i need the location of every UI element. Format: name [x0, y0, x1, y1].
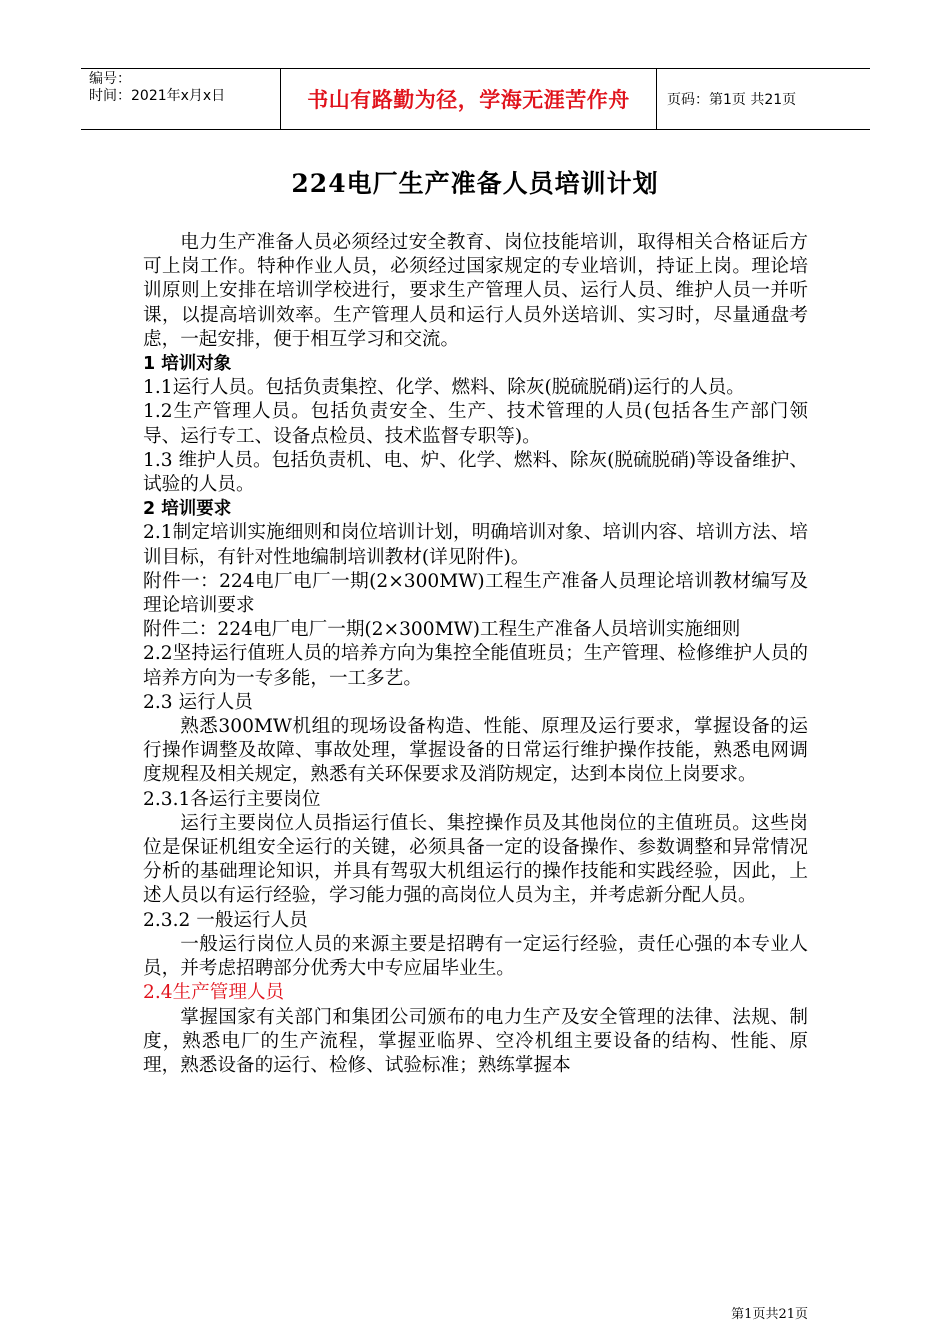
- heading-2-3: 2.3 运行人员: [143, 691, 253, 713]
- document-title: 224电厂生产准备人员培训计划: [291, 169, 659, 198]
- paragraph-2-4: 掌握国家有关部门和集团公司颁布的电力生产及安全管理的法律、法规、制度，熟悉电厂的生产流程，掌握亚临界、空冷机组主要设备的结构、性能、原理，熟悉设备的运行、检修、试验标准；熟练掌握本: [143, 1006, 808, 1076]
- header-meta: [81, 69, 281, 129]
- paragraph-1-3: 1.3 维护人员。包括负责机、电、炉、化学、燃料、除灰(脱硫脱硝)等设备维护、试验的人员。: [143, 449, 808, 496]
- document-number-label: 编号：: [89, 71, 131, 87]
- paragraph-2-3-1: 运行主要岗位人员指运行值长、集控操作员及其他岗位的主值班员。这些岗位是保证机组安全运行的关键，必须具备一定的设备操作、参数调整和异常情况分析的基础理论知识，并具有驾驭大机组运行的操作技能和实践经验，因此，上述人员以有运行经验，学习能力强的高岗位人员为主，并考虑新分配人员。: [143, 812, 808, 907]
- heading-2-3-2: 2.3.2 一般运行人员: [143, 909, 308, 931]
- intro-paragraph: 电力生产准备人员必须经过安全教育、岗位技能培训，取得相关合格证后方可上岗工作。特种作业人员，必须经过国家规定的专业培训，持证上岗。理论培训原则上安排在培训学校进行，要求生产管理人员、运行人员、维护人员一并听课，以提高培训效率。生产管理人员和运行人员外送培训、实习时，尽量通盘考虑，一起安排，便于相互学习和交流。: [143, 232, 808, 350]
- paragraph-1-1: 1.1运行人员。包括负责集控、化学、燃料、除灰(脱硫脱硝)运行的人员。: [143, 377, 745, 399]
- header-page-label: 页码：第1页 共21页: [667, 92, 797, 108]
- paragraph-1-2: 1.2生产管理人员。包括负责安全、生产、技术管理的人员(包括各生产部门领导、运行专工、设备点检员、技术监督专职等)。: [143, 401, 808, 447]
- attachment-2: 附件二：224电厂电厂一期(2×300MW)工程生产准备人员培训实施细则: [143, 619, 741, 641]
- paragraph-2-1: 2.1制定培训实施细则和岗位培训计划，明确培训对象、培训内容、培训方法、培训目标，有针对性地编制培训教材(详见附件)。: [143, 522, 808, 568]
- section-heading-2: 2 培训要求: [143, 499, 232, 520]
- page-header: [81, 68, 870, 130]
- heading-2-3-1: 2.3.1各运行主要岗位: [143, 788, 321, 810]
- page-footer: 第1页共21页: [731, 1307, 808, 1322]
- paragraph-2-2: 2.2坚持运行值班人员的培养方向为集控全能值班员；生产管理、检修维护人员的培养方向为一专多能，一工多艺。: [143, 643, 808, 689]
- document-body: [143, 231, 808, 1078]
- document-date-label: 时间：2021年x月x日: [89, 88, 226, 104]
- section-heading-1: 1 培训对象: [143, 354, 232, 375]
- heading-2-4: 2.4生产管理人员: [143, 982, 285, 1004]
- paragraph-2-3-2: 一般运行岗位人员的来源主要是招聘有一定运行经验，责任心强的本专业人员，并考虑招聘部分优秀大中专应届毕业生。: [143, 933, 808, 980]
- attachment-1: 附件一：224电厂电厂一期(2×300MW)工程生产准备人员理论培训教材编写及理论培训要求: [143, 570, 808, 617]
- header-motto: 书山有路勤为径，学海无涯苦作舟: [281, 69, 657, 129]
- paragraph-2-3: 熟悉300MW机组的现场设备构造、性能、原理及运行要求，掌握设备的运行操作调整及故障、事故处理，掌握设备的日常运行维护操作技能，熟悉电网调度规程及相关规定，熟悉有关环保要求及消防规定，达到本岗位上岗要求。: [143, 716, 808, 786]
